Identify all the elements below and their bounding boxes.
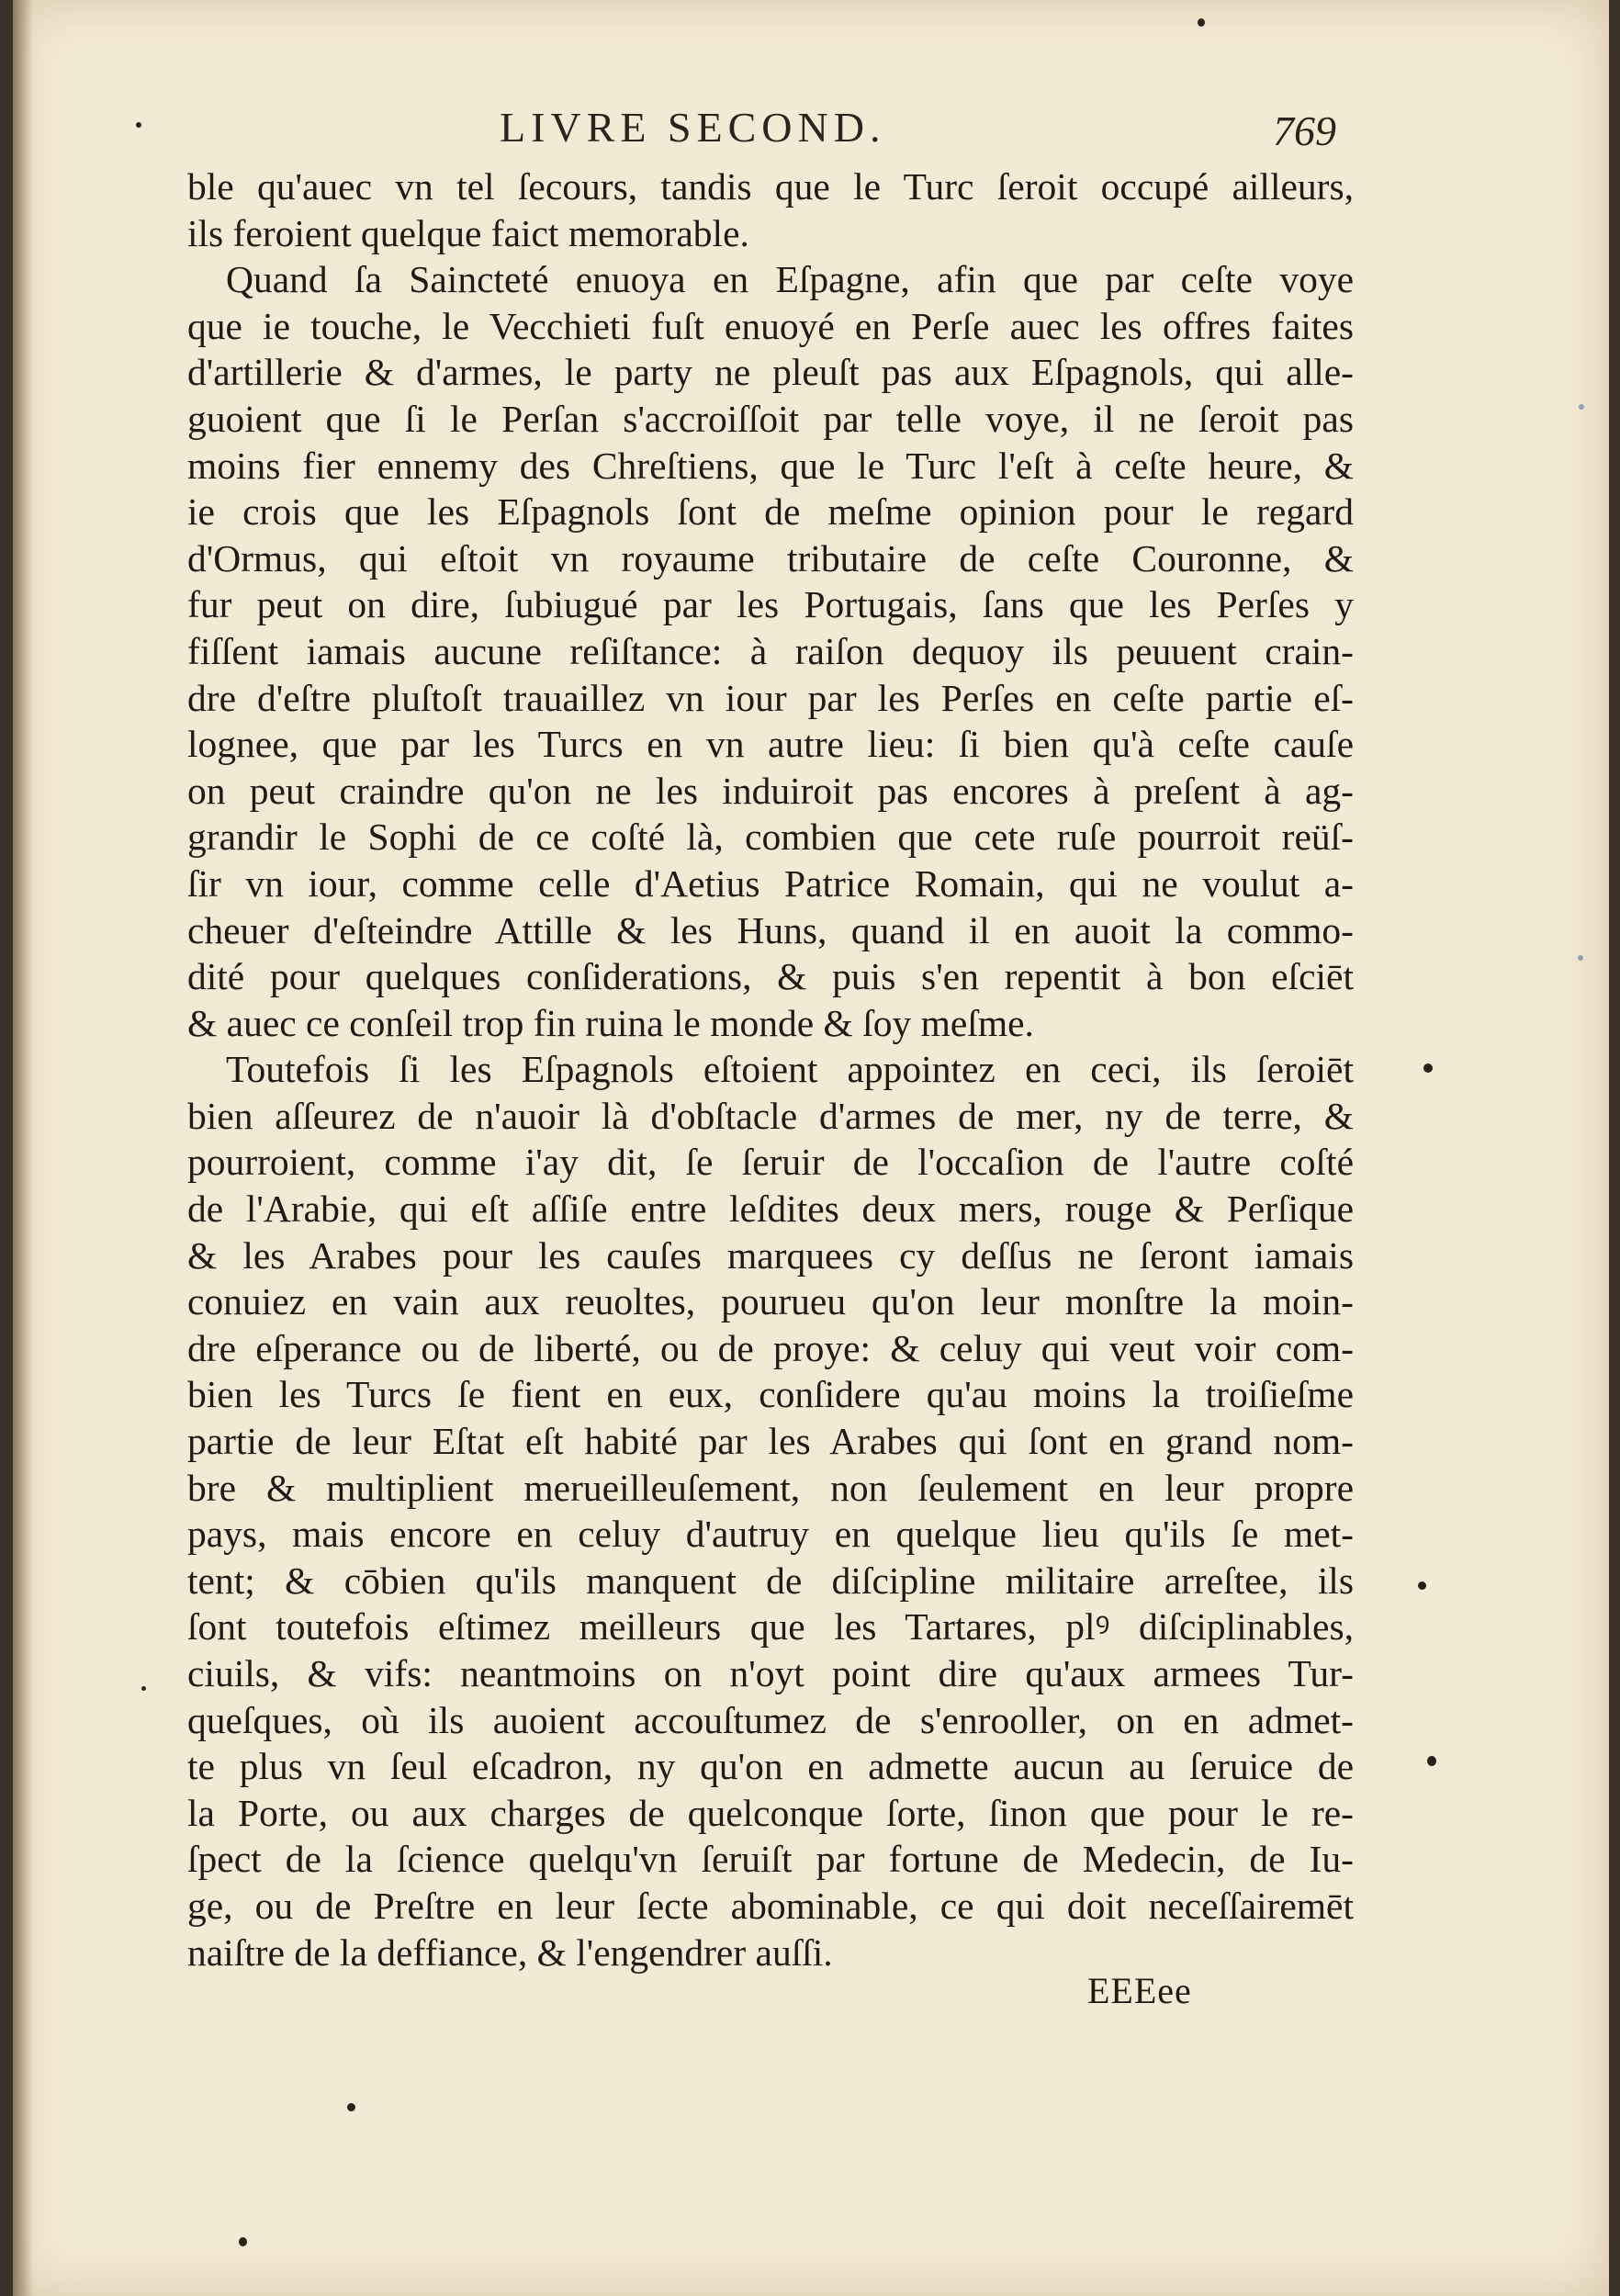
text-line: fiſſent iamais aucune reſiſtance: à raiſon dequoy ils peuuent crain- xyxy=(187,629,1354,672)
text-line: ge, ou de Preſtre en leur ſecte abominable, ce qui doit neceſſairemēt xyxy=(187,1884,1354,1927)
ink-speck xyxy=(1578,955,1583,961)
gutter-shadow xyxy=(13,0,33,2296)
text-line: te plus vn ſeul eſcadron, ny qu'on en admette aucun au ſeruice de xyxy=(187,1745,1354,1788)
text-line: que ie touche, le Vecchieti fuſt enuoyé en Perſe auec les offres faites xyxy=(187,304,1354,347)
paragraph-first-line: Quand ſa Saincteté enuoya en Eſpagne, afin que par ceſte voye xyxy=(226,258,1354,301)
signature-mark: EEEee xyxy=(1087,1970,1192,2011)
text-line: naiſtre de la deffiance, & l'engendrer auſſi. xyxy=(187,1930,833,1974)
text-line: la Porte, ou aux charges de quelconque ſorte, ſinon que pour le re- xyxy=(187,1791,1354,1834)
text-line: & les Arabes pour les cauſes marquees cy deſſus ne ſeront iamais xyxy=(187,1233,1354,1277)
running-head: LIVRE SECOND. xyxy=(500,104,886,151)
text-line: ſont toutefois eſtimez meilleurs que les Tartares, plꝰ diſciplinables, xyxy=(187,1605,1354,1649)
body-text xyxy=(187,163,1354,1975)
text-line: bre & multiplient merueilleuſement, non ſeulement en leur propre xyxy=(187,1466,1354,1509)
text-line: dité pour quelques conſiderations, & puis s'en repentit à bon eſciēt xyxy=(187,955,1354,998)
ink-speck xyxy=(1427,1756,1436,1766)
text-line: tent; & cōbien qu'ils manquent de diſcipline militaire arreſtee, ils xyxy=(187,1559,1354,1602)
ink-speck xyxy=(1418,1581,1426,1590)
text-line: partie de leur Eſtat eſt habité par les Arabes qui ſont en grand nom- xyxy=(187,1420,1354,1463)
text-line: lognee, que par les Turcs en vn autre lieu: ſi bien qu'à ceſte cauſe xyxy=(187,723,1354,766)
text-line: ils feroient quelque faict memorable. xyxy=(187,211,749,254)
text-line: guoient que ſi le Perſan s'accroiſſoit par telle voye, il ne ſeroit pas xyxy=(187,397,1354,440)
ink-speck xyxy=(347,2103,355,2111)
text-line: pays, mais encore en celuy d'autruy en quelque lieu qu'ils ſe met- xyxy=(187,1513,1354,1556)
text-line: queſques, où ils auoient accouſtumez de s'enrooller, on en admet- xyxy=(187,1698,1354,1741)
text-line: d'Ormus, qui eſtoit vn royaume tributaire de ceſte Couronne, & xyxy=(187,536,1354,580)
text-line: cheuer d'eſteindre Attille & les Huns, quand il en auoit la commo- xyxy=(187,908,1354,951)
text-line: dre eſperance ou de liberté, ou de proye: & celuy qui veut voir com- xyxy=(187,1326,1354,1369)
text-line: pourroient, comme i'ay dit, ſe ſeruir de l'occaſion de l'autre coſté xyxy=(187,1141,1354,1184)
ink-speck xyxy=(1198,18,1205,27)
text-line: ble qu'auec vn tel ſecours, tandis que le Turc ſeroit occupé ailleurs, xyxy=(187,165,1354,208)
text-line: moins fier ennemy des Chreſtiens, que le Turc l'eſt à ceſte heure, & xyxy=(187,444,1354,487)
text-line: ie crois que les Eſpagnols ſont de meſme opinion pour le regard xyxy=(187,490,1354,534)
page-number: 769 xyxy=(1273,107,1336,154)
page-header xyxy=(13,103,1609,158)
text-line: grandir le Sophi de ce coſté là, combien que cete ruſe pourroit reüſ- xyxy=(187,816,1354,859)
text-line: ciuils, & vifs: neantmoins on n'oyt point dire qu'aux armees Tur- xyxy=(187,1652,1354,1694)
ink-speck xyxy=(1423,1064,1433,1073)
paragraph-first-line: Toutefois ſi les Eſpagnols eſtoient appointez en ceci, ils ſeroiēt xyxy=(226,1048,1354,1091)
text-line: ſpect de la ſcience quelqu'vn ſeruiſt par fortune de Medecin, de Iu- xyxy=(187,1838,1354,1881)
ink-speck xyxy=(239,2237,247,2246)
ink-speck xyxy=(141,1686,146,1691)
text-line: bien aſſeurez de n'auoir là d'obſtacle d'armes de mer, ny de terre, & xyxy=(187,1094,1354,1137)
text-line: d'artillerie & d'armes, le party ne pleuſt pas aux Eſpagnols, qui alle- xyxy=(187,351,1354,394)
text-line: on peut craindre qu'on ne les induiroit pas encores à preſent à ag- xyxy=(187,769,1354,812)
ink-speck xyxy=(1579,404,1584,410)
text-line: conuiez en vain aux reuoltes, pourueu qu'on leur monſtre la moin- xyxy=(187,1280,1354,1323)
text-line: de l'Arabie, qui eſt aſſiſe entre leſdites deux mers, rouge & Perſique xyxy=(187,1187,1354,1231)
text-line: & auec ce conſeil trop fin ruina le monde & ſoy meſme. xyxy=(187,1001,1034,1044)
text-line: fur peut on dire, ſubiugué par les Portugais, ſans que les Perſes y xyxy=(187,583,1354,626)
text-line: dre d'eſtre pluſtoſt trauaillez vn iour par les Perſes en ceſte partie eſ- xyxy=(187,676,1354,719)
book-page xyxy=(13,0,1609,2296)
text-line: ſir vn iour, comme celle d'Aetius Patrice Romain, qui ne voulut a- xyxy=(187,861,1354,905)
ink-speck xyxy=(136,122,141,128)
text-line: bien les Turcs ſe fient en eux, conſidere qu'au moins la troiſieſme xyxy=(187,1373,1354,1416)
